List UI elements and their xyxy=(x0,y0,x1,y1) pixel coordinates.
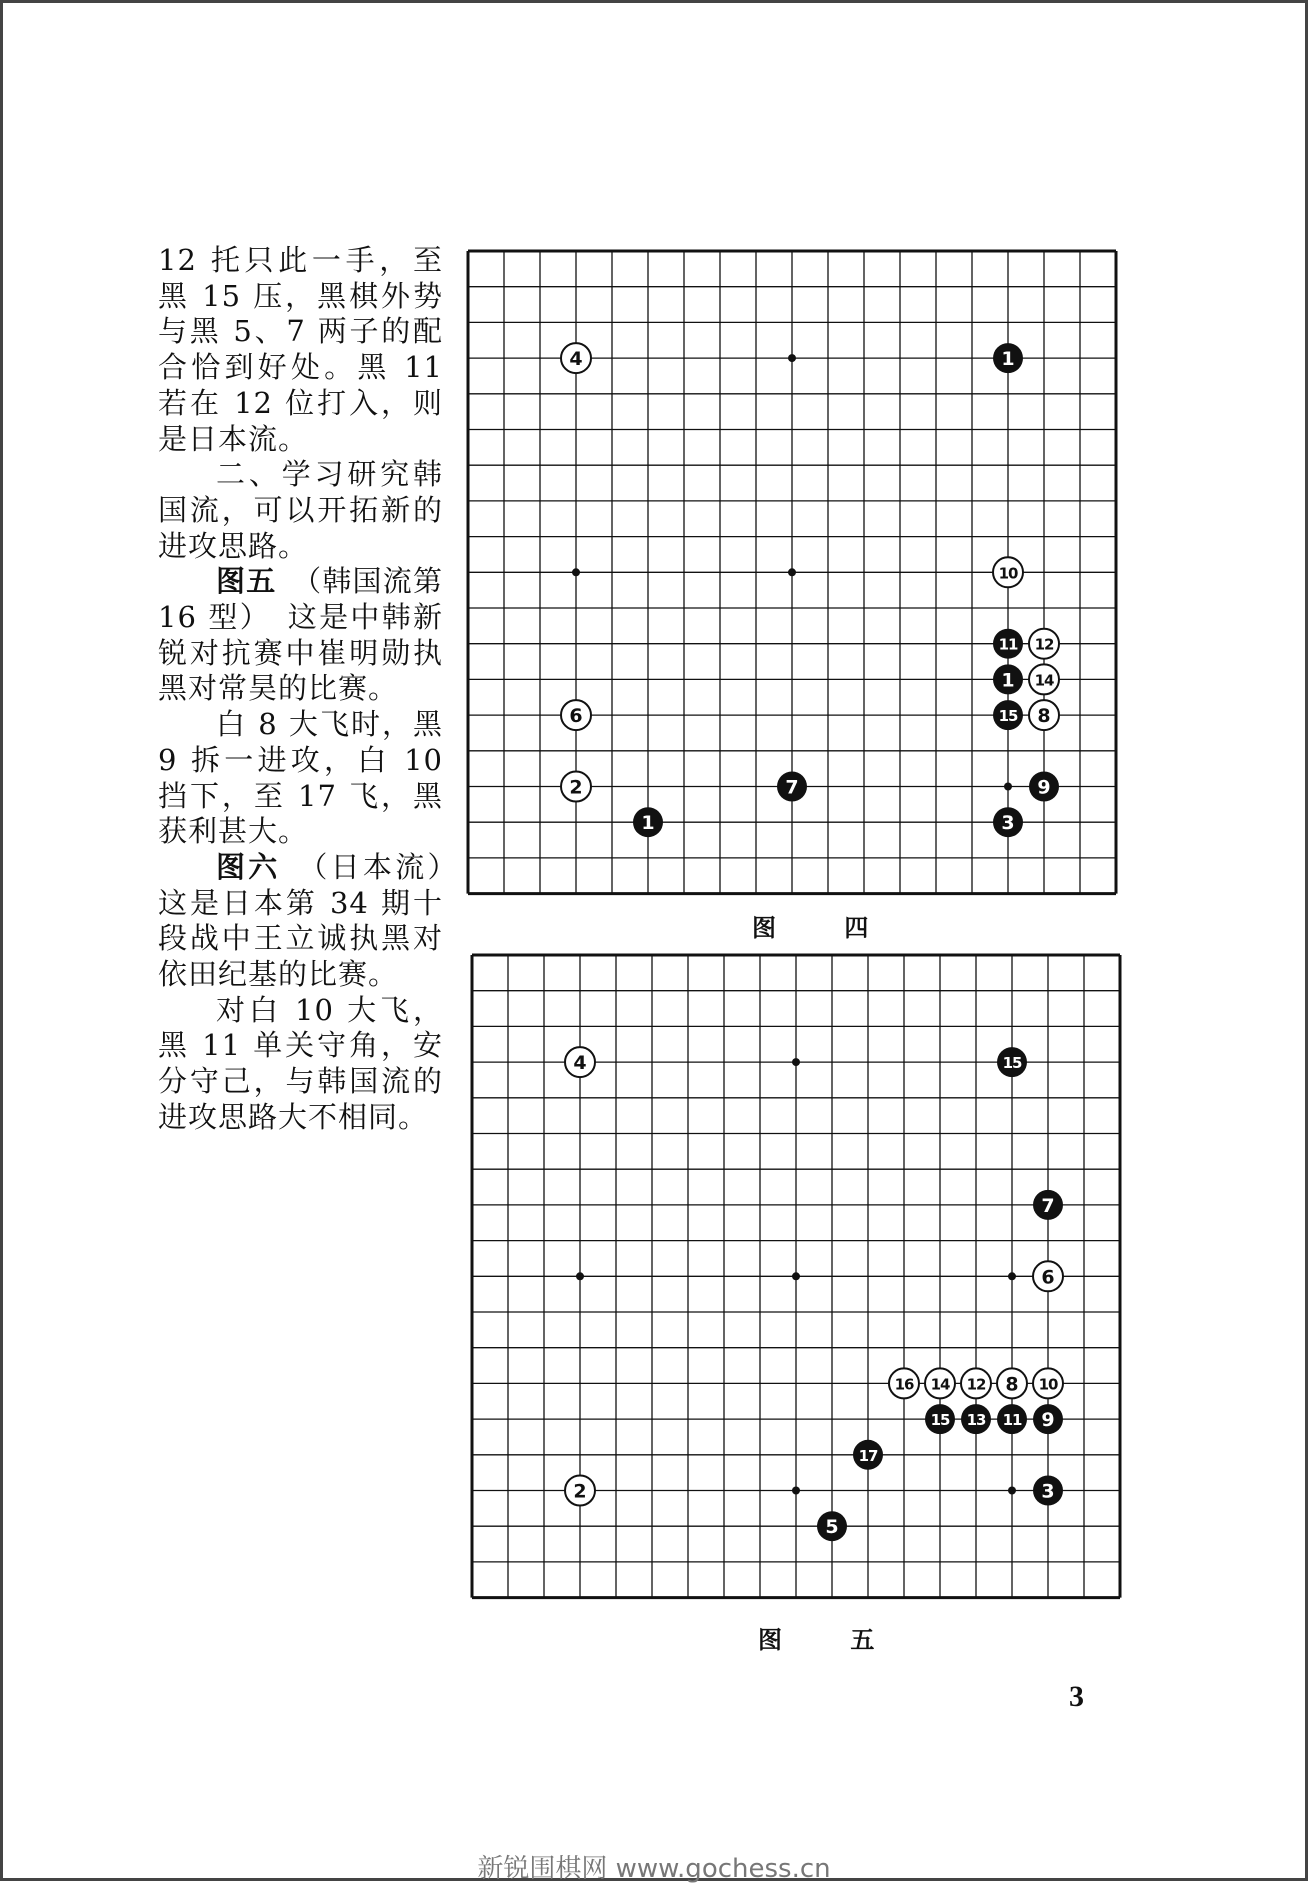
white-stone xyxy=(565,1047,595,1077)
stone-label: 9 xyxy=(1041,1409,1055,1432)
go-board-figure-5 xyxy=(467,950,1127,1600)
stone-label: 8 xyxy=(1005,1373,1019,1396)
stone-label: 14 xyxy=(1034,671,1054,690)
stone-label: 3 xyxy=(1041,1480,1055,1503)
white-stone xyxy=(561,772,591,802)
white-stone xyxy=(1033,1261,1063,1291)
stone-label: 14 xyxy=(930,1375,950,1394)
stone-label: 16 xyxy=(894,1375,914,1394)
black-stone xyxy=(961,1404,991,1434)
stone-label: 10 xyxy=(998,564,1018,583)
star-point xyxy=(576,1272,584,1280)
paragraph-1: 12 托只此一手，至黑 15 压，黑棋外势与黑 5、7 两子的配合恰到好处。黑 11 若在 12 位打入，则是日本流。 xyxy=(158,243,443,456)
caption-figure-4: 图 四 xyxy=(752,913,899,942)
stone-label: 10 xyxy=(1038,1375,1058,1394)
stone-label: 12 xyxy=(966,1375,986,1394)
stone-label: 3 xyxy=(1001,812,1015,835)
stone-label: 15 xyxy=(930,1411,950,1430)
stone-label: 13 xyxy=(966,1411,986,1430)
star-point xyxy=(792,1272,800,1280)
white-stone xyxy=(993,557,1023,587)
paragraph-6: 对白 10 大飞，黑 11 单关守角，安分守己，与韩国流的进攻思路大不相同。 xyxy=(158,992,443,1134)
black-stone xyxy=(1033,1404,1063,1434)
white-stone xyxy=(961,1368,991,1398)
paragraph-4: 白 8 大飞时，黑 9 拆一进攻，白 10 挡下，至 17 飞，黑获利甚大。 xyxy=(158,707,443,849)
star-point xyxy=(792,1058,800,1066)
black-stone xyxy=(993,664,1023,694)
star-point xyxy=(1004,783,1012,791)
star-point xyxy=(792,1487,800,1495)
white-stone xyxy=(561,343,591,373)
paragraph-2: 二、学习研究韩国流，可以开拓新的进攻思路。 xyxy=(158,457,443,563)
stone-label: 5 xyxy=(825,1516,839,1539)
stone-label: 11 xyxy=(1002,1411,1022,1430)
figure-title-6: 图六 xyxy=(216,849,281,884)
paragraph-5-text: （日本流） 这是日本第 34 期十段战中王立诚执黑对依田纪基的比赛。 xyxy=(158,849,474,992)
black-stone xyxy=(777,772,807,802)
white-stone xyxy=(561,700,591,730)
white-stone xyxy=(889,1368,919,1398)
stone-label: 12 xyxy=(1034,635,1054,654)
stone-label: 1 xyxy=(1001,669,1015,692)
stone-label: 2 xyxy=(573,1480,587,1503)
star-point xyxy=(788,354,796,362)
page-number: 3 xyxy=(1069,1680,1084,1713)
white-stone xyxy=(1029,700,1059,730)
stone-label: 7 xyxy=(1041,1194,1055,1217)
paragraph-5 xyxy=(158,849,474,993)
white-stone xyxy=(565,1476,595,1506)
white-stone xyxy=(1029,664,1059,694)
stone-label: 17 xyxy=(858,1446,878,1465)
black-stone xyxy=(993,343,1023,373)
stone-label: 1 xyxy=(641,812,655,835)
star-point xyxy=(1008,1272,1016,1280)
black-stone xyxy=(853,1440,883,1470)
stone-label: 15 xyxy=(1002,1054,1022,1073)
star-point xyxy=(1008,1487,1016,1495)
stone-label: 11 xyxy=(998,635,1018,654)
black-stone xyxy=(817,1511,847,1541)
black-stone xyxy=(925,1404,955,1434)
black-stone xyxy=(997,1047,1027,1077)
black-stone xyxy=(1033,1476,1063,1506)
star-point xyxy=(572,568,580,576)
black-stone xyxy=(993,807,1023,837)
stone-label: 8 xyxy=(1037,705,1051,728)
stone-label: 6 xyxy=(569,705,583,728)
star-point xyxy=(788,568,796,576)
stone-label: 7 xyxy=(785,776,799,799)
stone-label: 4 xyxy=(573,1052,587,1075)
black-stone xyxy=(633,807,663,837)
white-stone xyxy=(997,1368,1027,1398)
stone-label: 6 xyxy=(1041,1266,1055,1289)
stone-label: 1 xyxy=(1001,348,1015,371)
white-stone xyxy=(1029,629,1059,659)
white-stone xyxy=(925,1368,955,1398)
stone-label: 4 xyxy=(569,348,583,371)
black-stone xyxy=(993,700,1023,730)
stone-label: 9 xyxy=(1037,776,1051,799)
black-stone xyxy=(997,1404,1027,1434)
paragraph-3 xyxy=(158,564,443,707)
black-stone xyxy=(1033,1190,1063,1220)
white-stone xyxy=(1033,1368,1063,1398)
go-board-figure-4 xyxy=(463,246,1123,896)
figure-title-5: 图五 xyxy=(216,564,277,599)
black-stone xyxy=(1029,772,1059,802)
watermark: 新锐围棋网 www.gochess.cn xyxy=(477,1854,831,1884)
black-stone xyxy=(993,629,1023,659)
stone-label: 2 xyxy=(569,776,583,799)
paragraph-3-text: （韩国流第 16 型） 这是中韩新锐对抗赛中崔明勋执黑对常昊的比赛。 xyxy=(158,564,443,706)
caption-figure-5: 图 五 xyxy=(758,1625,905,1654)
text-column xyxy=(158,243,474,1136)
stone-label: 15 xyxy=(998,707,1018,726)
